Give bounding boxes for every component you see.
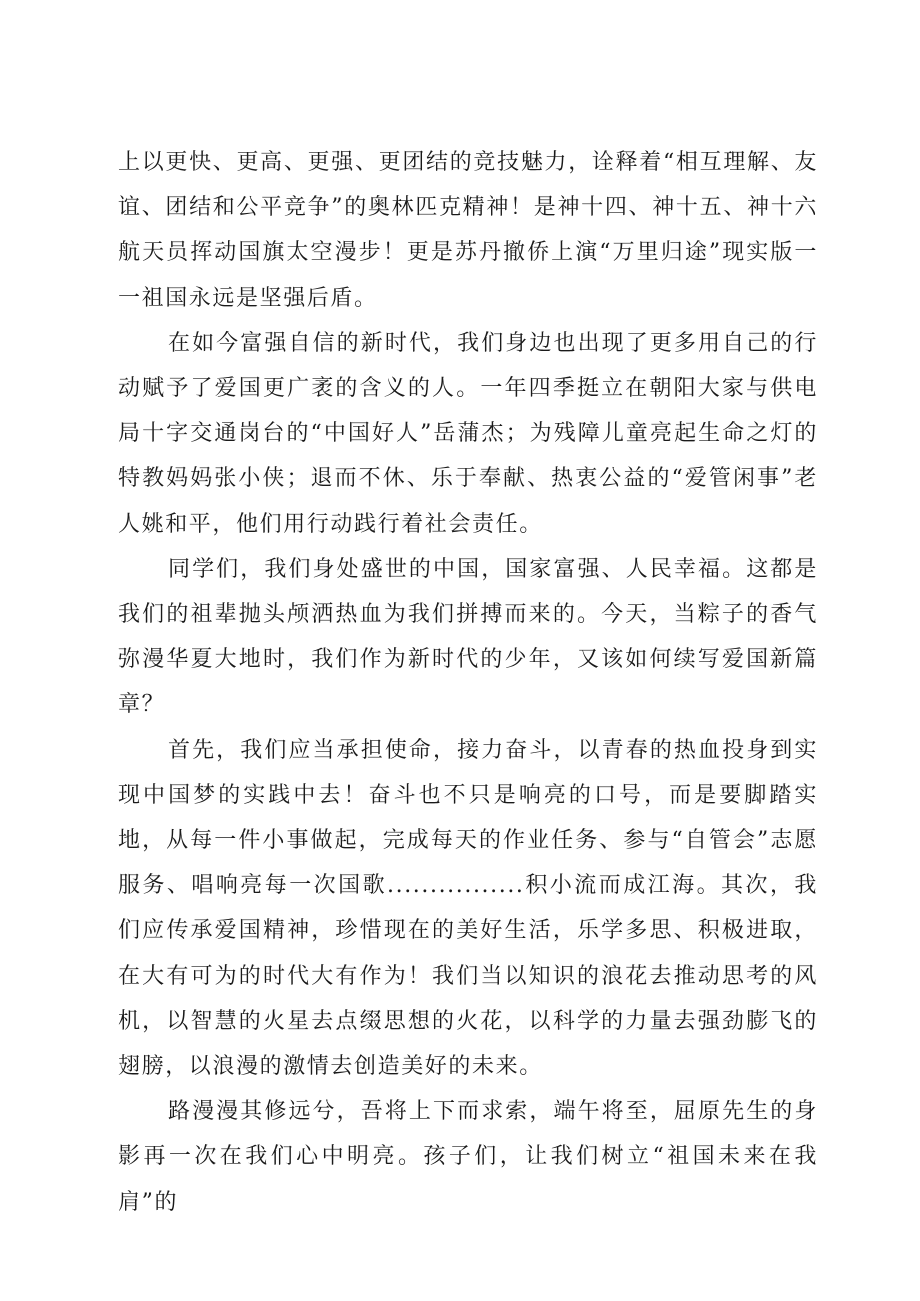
paragraph-4: 首先，我们应当承担使命，接力奋斗，以青春的热血投身到实现中国梦的实践中去！奋斗也不只是响亮的口号，而是要脚踏实地，从每一件小事做起，完成每天的作业任务、参与“自管会”志愿服务、唱响亮每一次国歌................积小流而成江海。其次，我们应传承爱国精神，珍惜现在的美好生活，乐学多思、积极进取，在大有可为的时代大有作为！我们当以知识的浪花去推动思考的风机，以智慧的火星去点缀思想的火花，以科学的力量去强劲膨飞的翅膀，以浪漫的激情去创造美好的未来。	[118, 737, 818, 1080]
paragraph-1: 上以更快、更高、更强、更团结的竞技魅力，诠释着“相互理解、友谊、团结和公平竞争”的奥林匹克精神！是神十四、神十五、神十六航天员挥动国旗太空漫步！更是苏丹撤侨上演“万里归途”现实版一一祖国永远是坚强后盾。	[118, 150, 818, 311]
document-body	[118, 140, 818, 1225]
paragraph-2: 在如今富强自信的新时代，我们身边也出现了更多用自己的行动赋予了爱国更广袤的含义的人。一年四季挺立在朝阳大家与供电局十字交通岗台的“中国好人”岳蒲杰；为残障儿童亮起生命之灯的特教妈妈张小侠；退而不休、乐于奉献、热衷公益的“爱管闲事”老人姚和平，他们用行动践行着社会责任。	[118, 330, 818, 537]
paragraph-5: 路漫漫其修远兮，吾将上下而求索，端午将至，屈原先生的身影再一次在我们心中明亮。孩子们，让我们树立“祖国未来在我肩”的	[118, 1099, 818, 1215]
paragraph-3: 同学们，我们身处盛世的中国，国家富强、人民幸福。这都是我们的祖辈抛头颅洒热血为我们拼搏而来的。今天，当粽子的香气弥漫华夏大地时，我们作为新时代的少年，又该如何续写爱国新篇章？	[118, 556, 818, 718]
